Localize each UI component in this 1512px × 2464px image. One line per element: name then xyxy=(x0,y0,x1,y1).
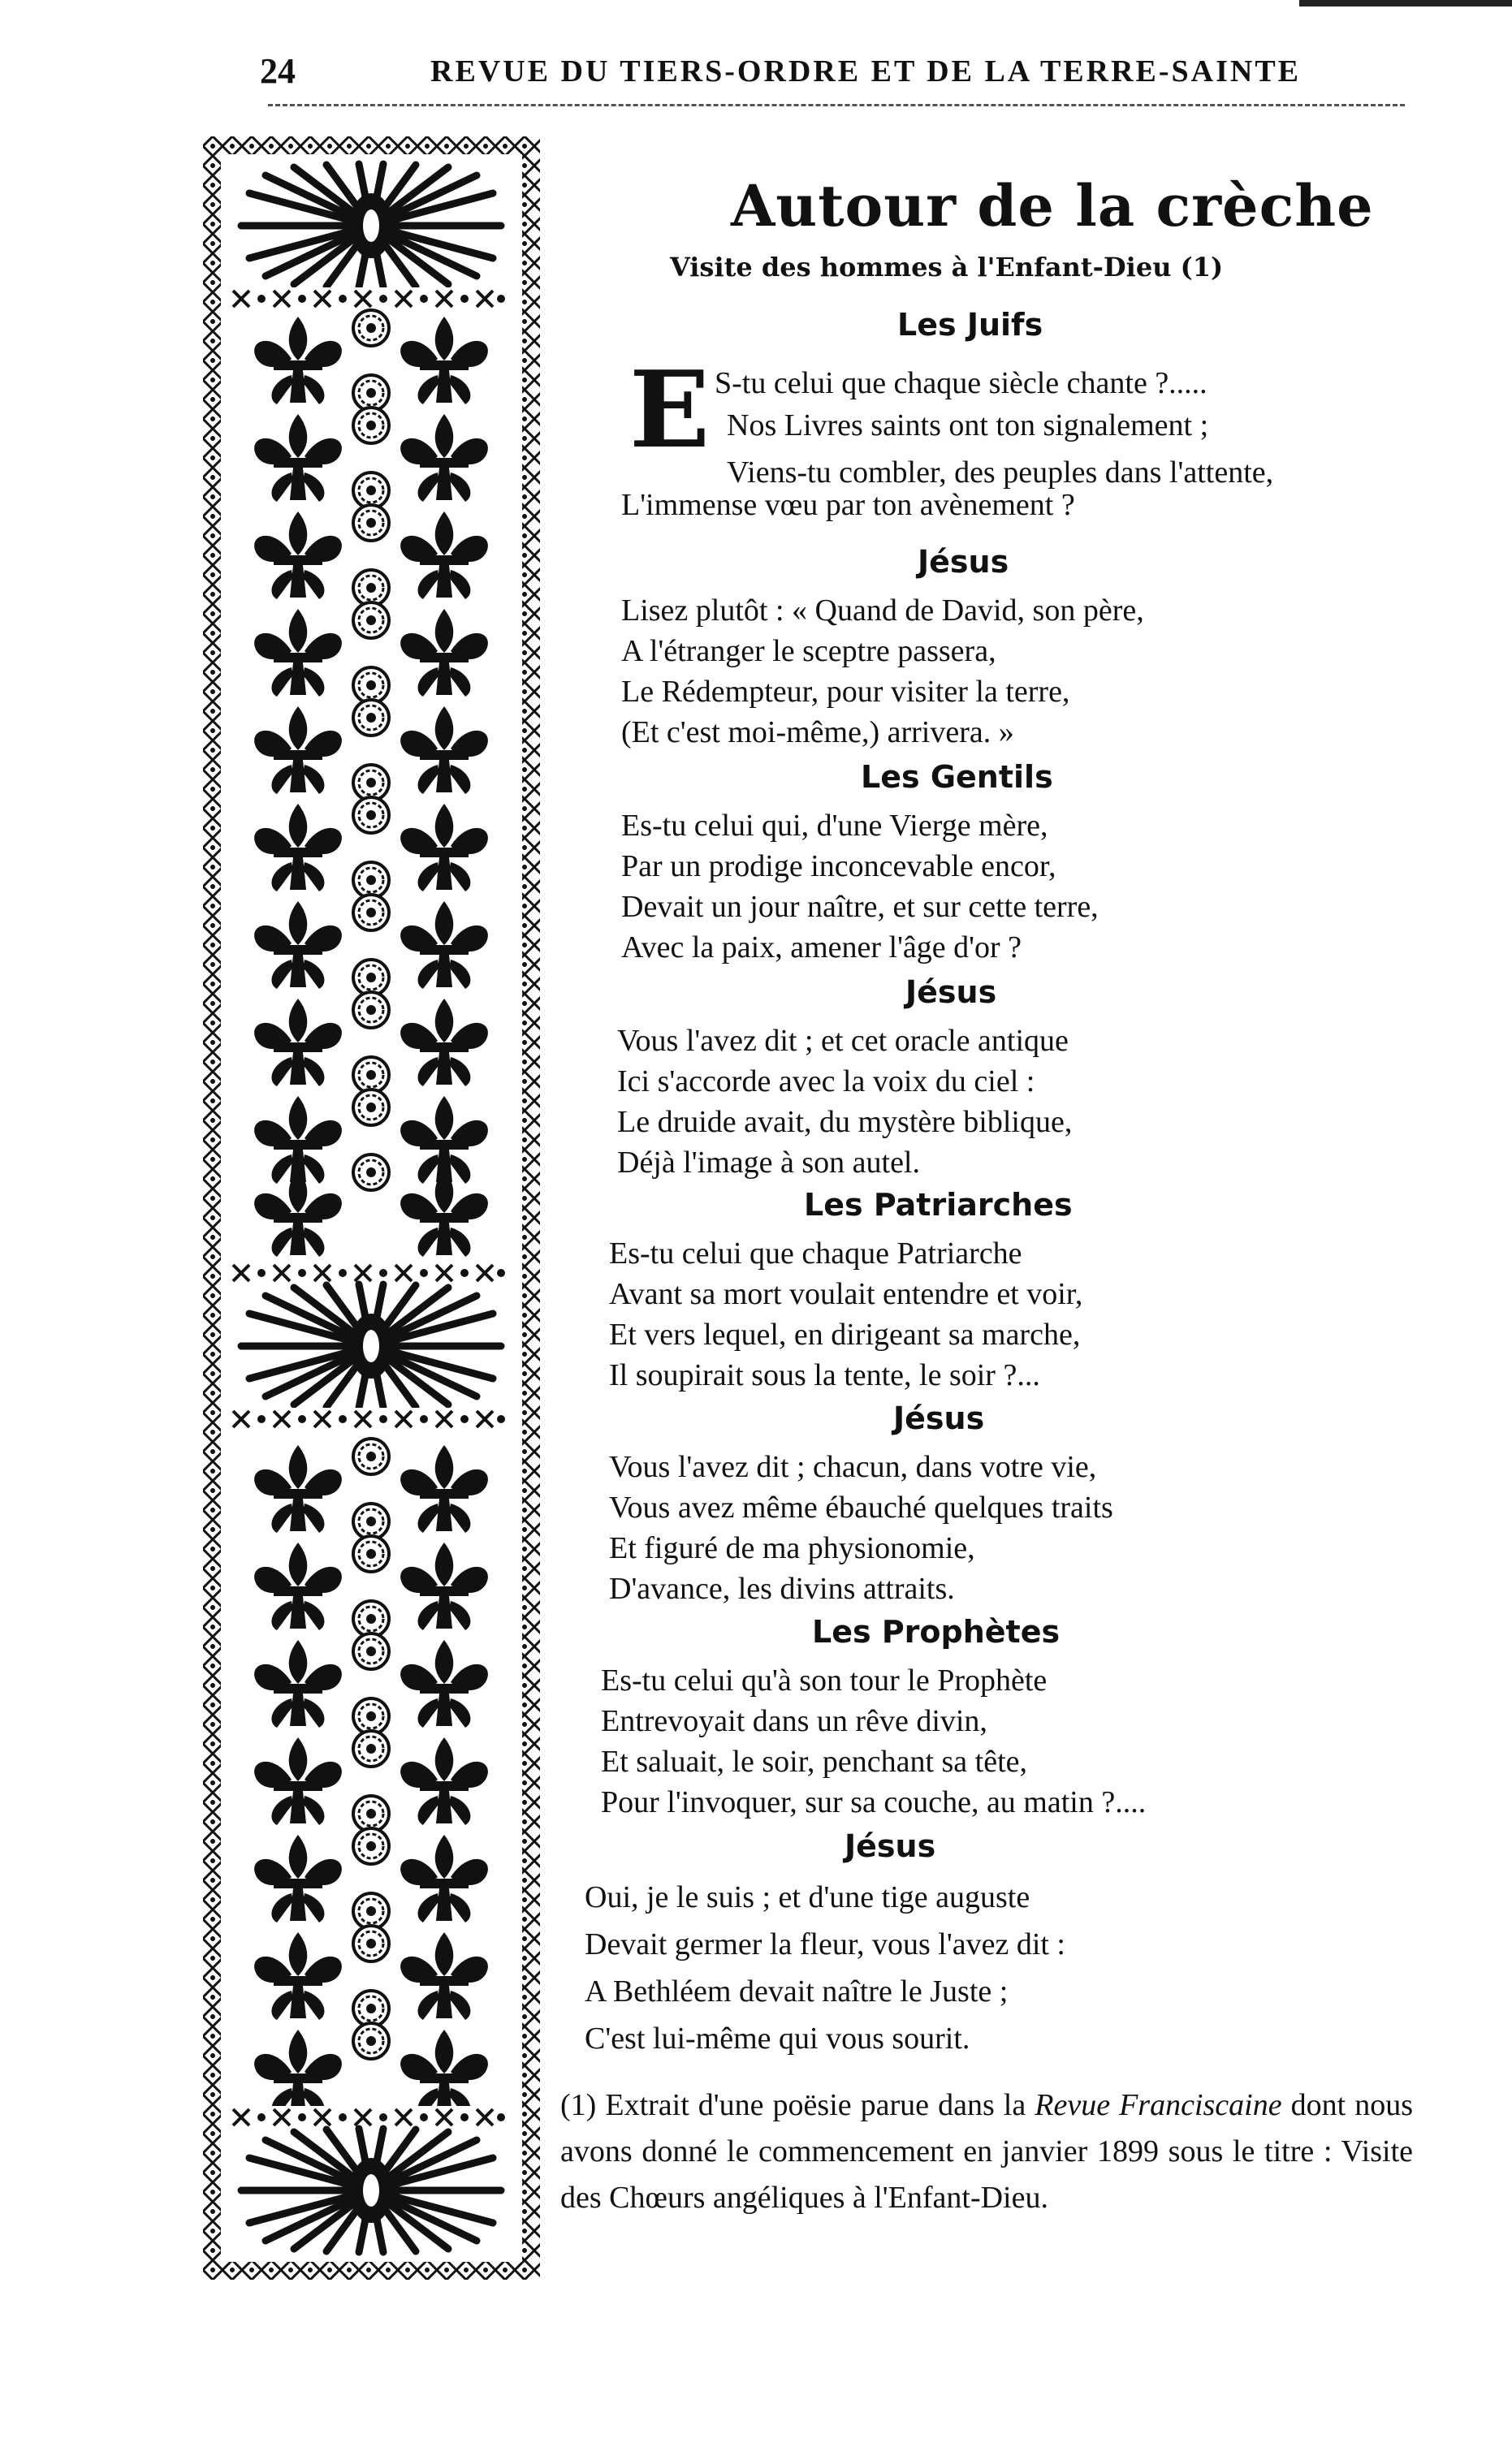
verse-line: Ici s'accorde avec la voix du ciel : xyxy=(617,1064,1035,1098)
footnote-marker: (1) xyxy=(560,2088,597,2122)
speaker-heading: Les Patriarches xyxy=(804,1187,1073,1223)
verse-line: Le druide avait, du mystère biblique, xyxy=(617,1105,1073,1139)
decorative-border-ornament xyxy=(203,136,540,2280)
verse-line: Vous l'avez dit ; et cet oracle antique xyxy=(617,1024,1069,1058)
verse-line: Oui, je le suis ; et d'une tige auguste xyxy=(585,1880,1030,1914)
verse-line: Entrevoyait dans un rêve divin, xyxy=(601,1704,987,1738)
verse-line: L'immense vœu par ton avènement ? xyxy=(621,488,1075,522)
header-rule xyxy=(268,104,1405,106)
drop-cap-initial: E xyxy=(629,347,711,472)
poem-title: Autour de la crèche xyxy=(731,172,1374,239)
verse-line: Par un prodige inconcevable encor, xyxy=(621,849,1056,883)
verse-line: Avant sa mort voulait entendre et voir, xyxy=(609,1277,1083,1311)
verse-line: Es-tu celui qu'à son tour le Prophète xyxy=(601,1664,1048,1698)
verse-line: Devait germer la fleur, vous l'avez dit : xyxy=(585,1927,1065,1961)
footnote-text: Extrait d'une poësie parue dans la xyxy=(605,2088,1026,2122)
page-header xyxy=(260,50,1315,107)
verse-line: Déjà l'image à son autel. xyxy=(617,1146,920,1180)
speaker-heading: Jésus xyxy=(845,1828,936,1864)
verse-line: Vous l'avez dit ; chacun, dans votre vie, xyxy=(609,1450,1097,1484)
poem-subtitle: Visite des hommes à l'Enfant-Dieu (1) xyxy=(670,252,1224,283)
speaker-heading: Jésus xyxy=(918,544,1009,580)
footnote-text: dont nous avons donné le commencement en janvier 1899 sous le titre : Visite des Chœurs angéliques à l'Enfant-Dieu. xyxy=(560,2088,1414,2215)
page-number: 24 xyxy=(260,51,296,91)
verse-line: (Et c'est moi-même,) arrivera. » xyxy=(621,715,1014,749)
footnote-journal-title: Revue Franciscaine xyxy=(1035,2088,1282,2122)
running-title: REVUE DU TIERS-ORDRE ET DE LA TERRE-SAINTE xyxy=(430,54,1302,88)
speaker-heading: Les Gentils xyxy=(861,759,1053,795)
footnote xyxy=(560,2082,1413,2221)
verse-line: A Bethléem devait naître le Juste ; xyxy=(585,1974,1009,2009)
verse-line: Es-tu celui que chaque Patriarche xyxy=(609,1236,1022,1271)
verse-line: Viens-tu combler, des peuples dans l'attente, xyxy=(727,455,1274,490)
verse-line: Le Rédempteur, pour visiter la terre, xyxy=(621,675,1070,709)
verse-line: Avec la paix, amener l'âge d'or ? xyxy=(621,930,1022,964)
verse-line: Vous avez même ébauché quelques traits xyxy=(609,1491,1113,1525)
verse-line: Devait un jour naître, et sur cette terre, xyxy=(621,890,1099,924)
verse-line: Et figuré de ma physionomie, xyxy=(609,1531,975,1565)
top-edge-rule xyxy=(1299,0,1512,6)
verse-line: D'avance, les divins attraits. xyxy=(609,1572,955,1606)
speaker-heading: Les Juifs xyxy=(897,307,1043,343)
poem-content xyxy=(560,162,1421,2289)
speaker-heading: Les Prophètes xyxy=(812,1614,1061,1650)
verse-line: Et saluait, le soir, penchant sa tête, xyxy=(601,1745,1028,1779)
verse-line: Pour l'invoquer, sur sa couche, au matin ?.... xyxy=(601,1785,1147,1819)
verse-line: Nos Livres saints ont ton signalement ; xyxy=(727,408,1209,442)
verse-line: S-tu celui que chaque siècle chante ?..... xyxy=(715,366,1207,400)
verse-line: Il soupirait sous la tente, le soir ?... xyxy=(609,1358,1040,1392)
speaker-heading: Jésus xyxy=(893,1400,985,1436)
verse-line: C'est lui-même qui vous sourit. xyxy=(585,2022,970,2056)
verse-line: Es-tu celui qui, d'une Vierge mère, xyxy=(621,809,1048,843)
verse-line: Lisez plutôt : « Quand de David, son père, xyxy=(621,593,1144,628)
speaker-heading: Jésus xyxy=(905,974,997,1010)
verse-line: A l'étranger le sceptre passera, xyxy=(621,634,996,668)
verse-line: Et vers lequel, en dirigeant sa marche, xyxy=(609,1318,1081,1352)
